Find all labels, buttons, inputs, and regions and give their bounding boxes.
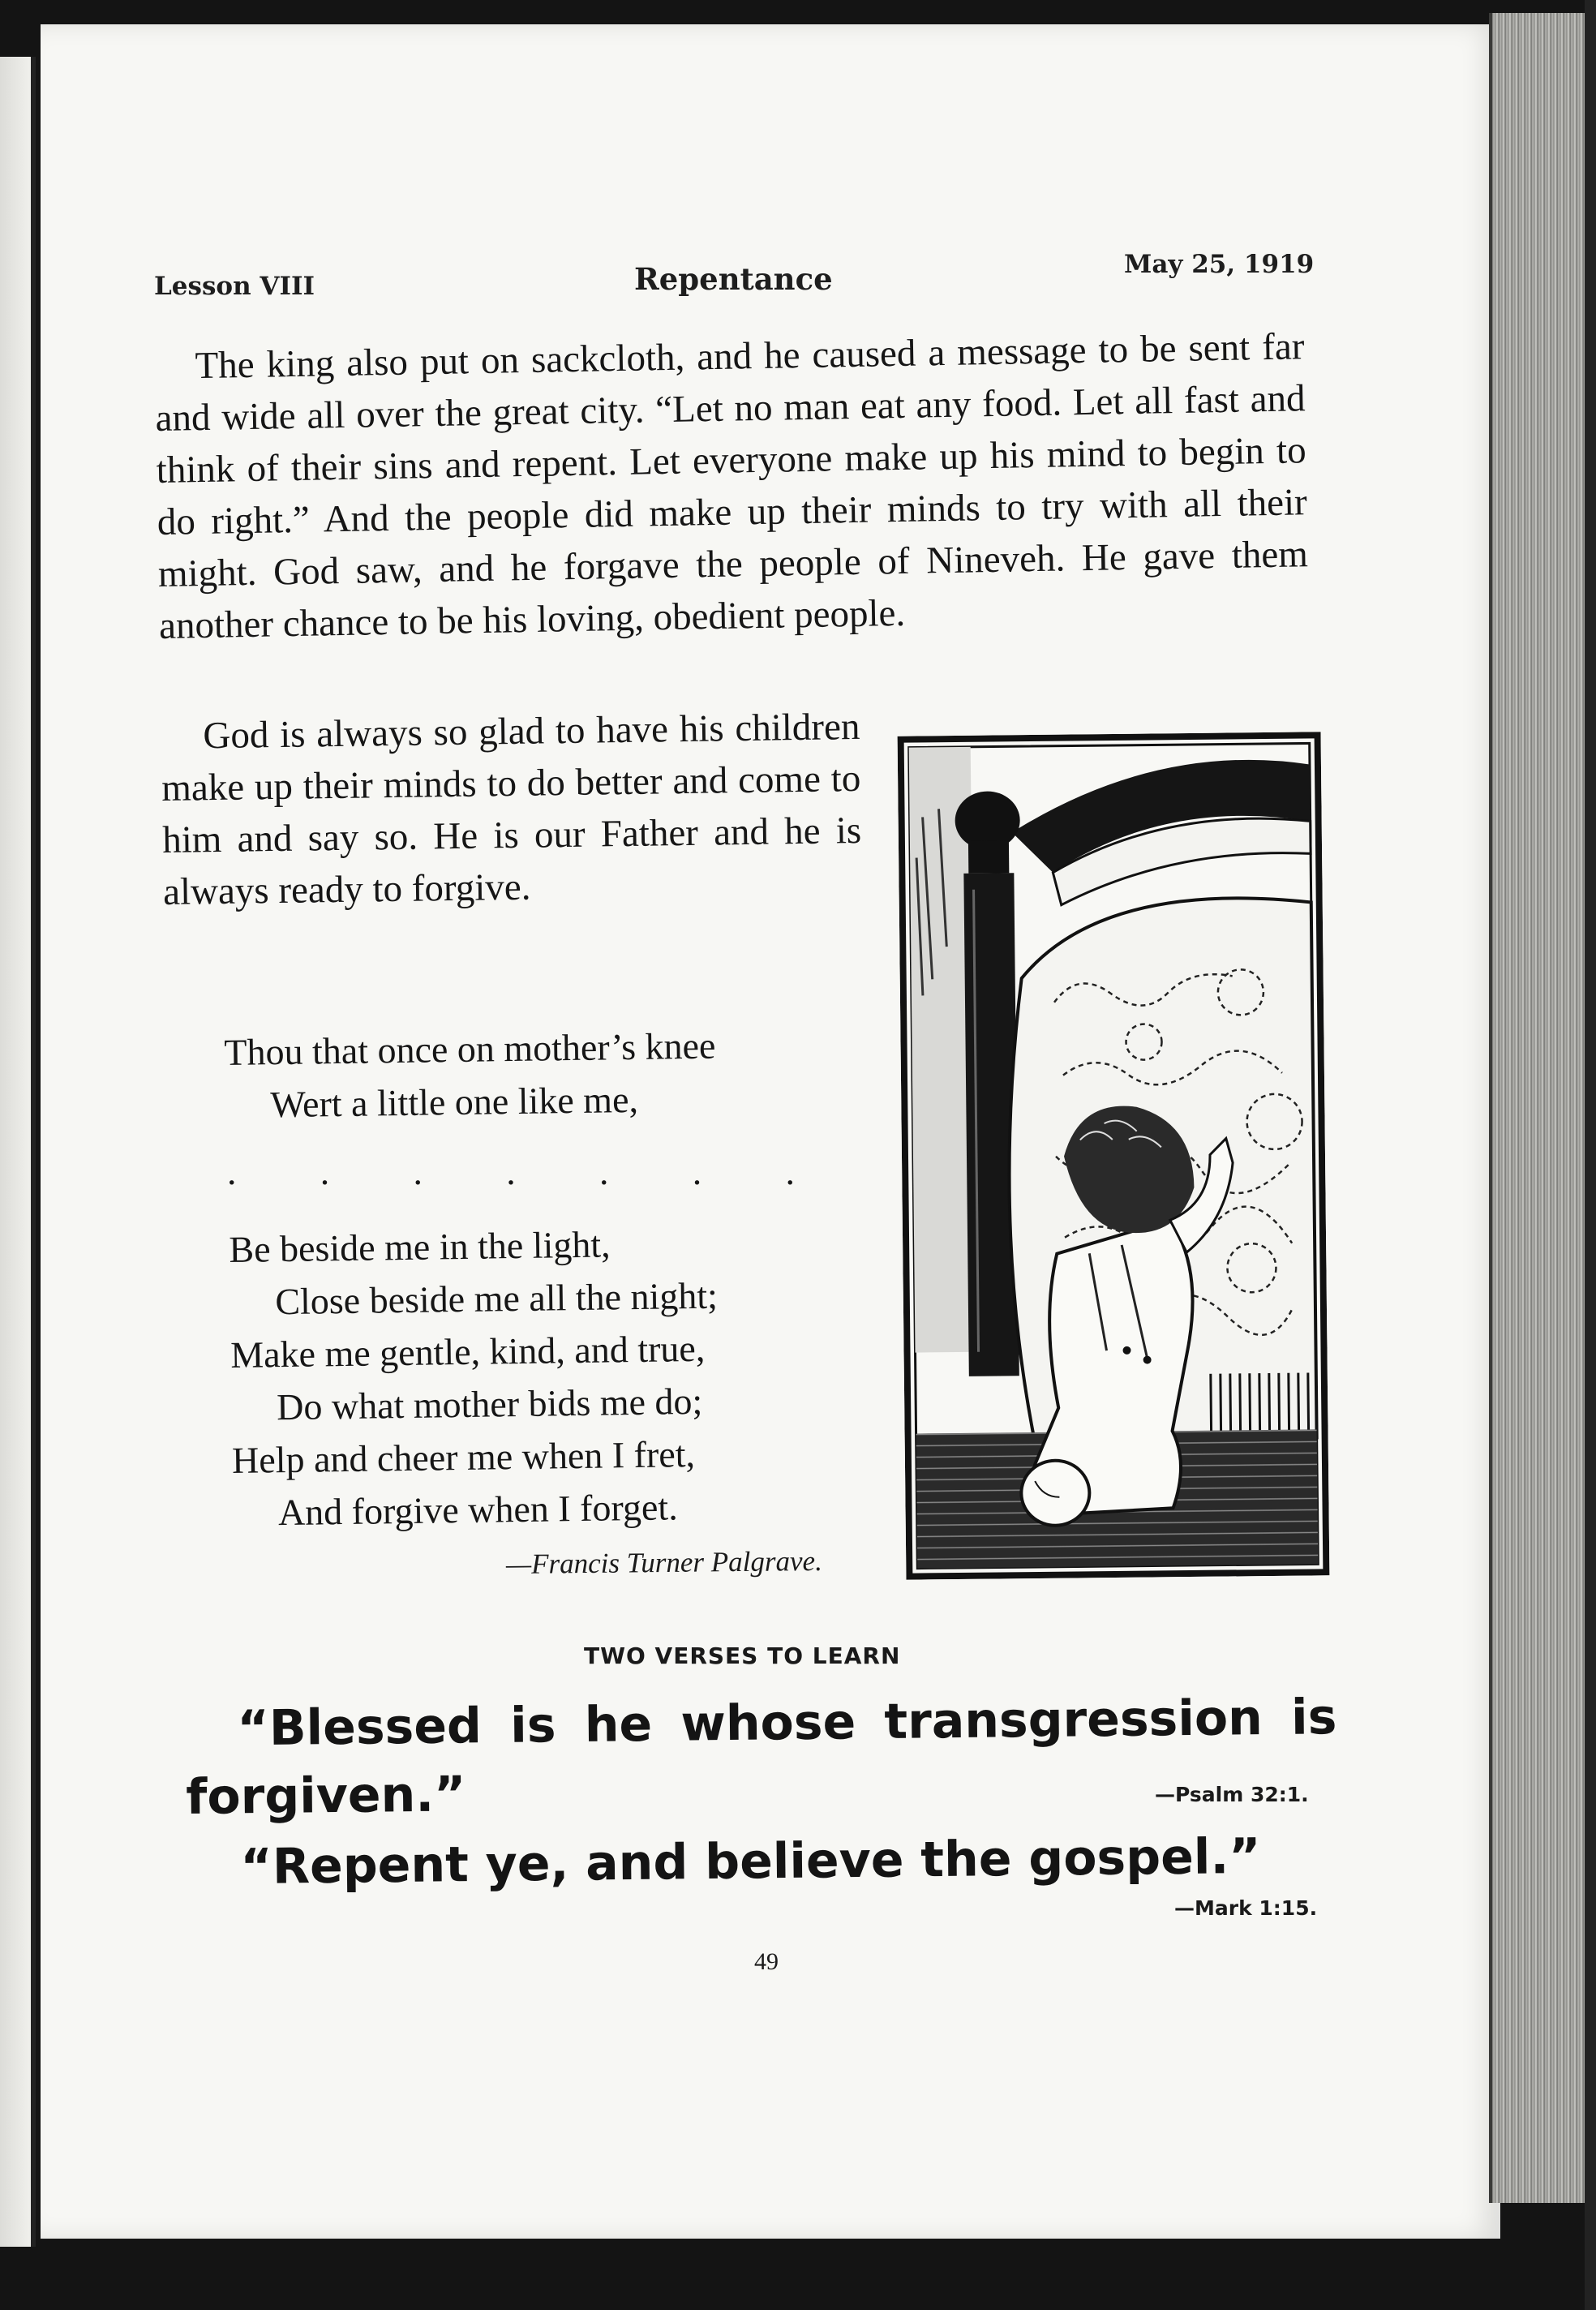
lesson-date: May 25, 1919 [1124,250,1315,279]
poem-line: Make me gentle, kind, and true, [230,1327,706,1376]
verse-mark: “Repent ye, and believe the gospel.” [240,1827,1261,1896]
verse-reference-mark: —Mark 1:15. [1174,1896,1318,1920]
poem-line: Thou that once on mother’s knee [224,1024,716,1073]
facing-page-edge [0,57,36,2247]
ellipsis-divider: . . . . . . . [227,1151,795,1192]
poem-stanza-1 [224,1020,717,1131]
poem-line: And forgive when I forget. [277,1486,678,1534]
book-cover-edge [1585,0,1596,2310]
poem-stanza-2 [229,1217,721,1539]
verses-heading: TWO VERSES TO LEARN [584,1642,901,1669]
lesson-number: Lesson VIII [154,272,315,301]
paragraph-nineveh: The king also put on sackcloth, and he caused a message to be sent far and wide all over the great city. “Let no man eat any food. Let all fast and think of their sins and repent. Let everyone make up his mind to begin to do right.” And the people did make up their minds to try with all their might. God saw, and he forgave the people of Nineveh. He gave them another chance to be his loving, obedient people. [155,325,1309,647]
poem-line: Close beside me all the night; [274,1274,719,1323]
page-block-edge [1489,13,1588,2203]
poem-line: Do what mother bids me do; [276,1380,703,1428]
verse-reference-psalm: —Psalm 32:1. [1155,1783,1309,1806]
verse-psalm: “Blessed is he whose transgression is forgiven.” [185,1689,1337,1826]
poem-line: Be beside me in the light, [229,1223,611,1270]
paragraph-father-forgives: God is always so glad to have his children make up their minds to do better and come to him and say so. He is our Father and he is always ready to forgive. [161,705,862,913]
poem-line: Help and cheer me when I fret, [231,1433,696,1481]
lesson-title: Repentance [634,261,833,297]
poem-attribution: —Francis Turner Palgrave. [505,1544,823,1581]
page-number: 49 [754,1948,779,1975]
poem-line: Wert a little one like me, [269,1078,639,1126]
child-praying-illustration-icon [898,732,1330,1579]
